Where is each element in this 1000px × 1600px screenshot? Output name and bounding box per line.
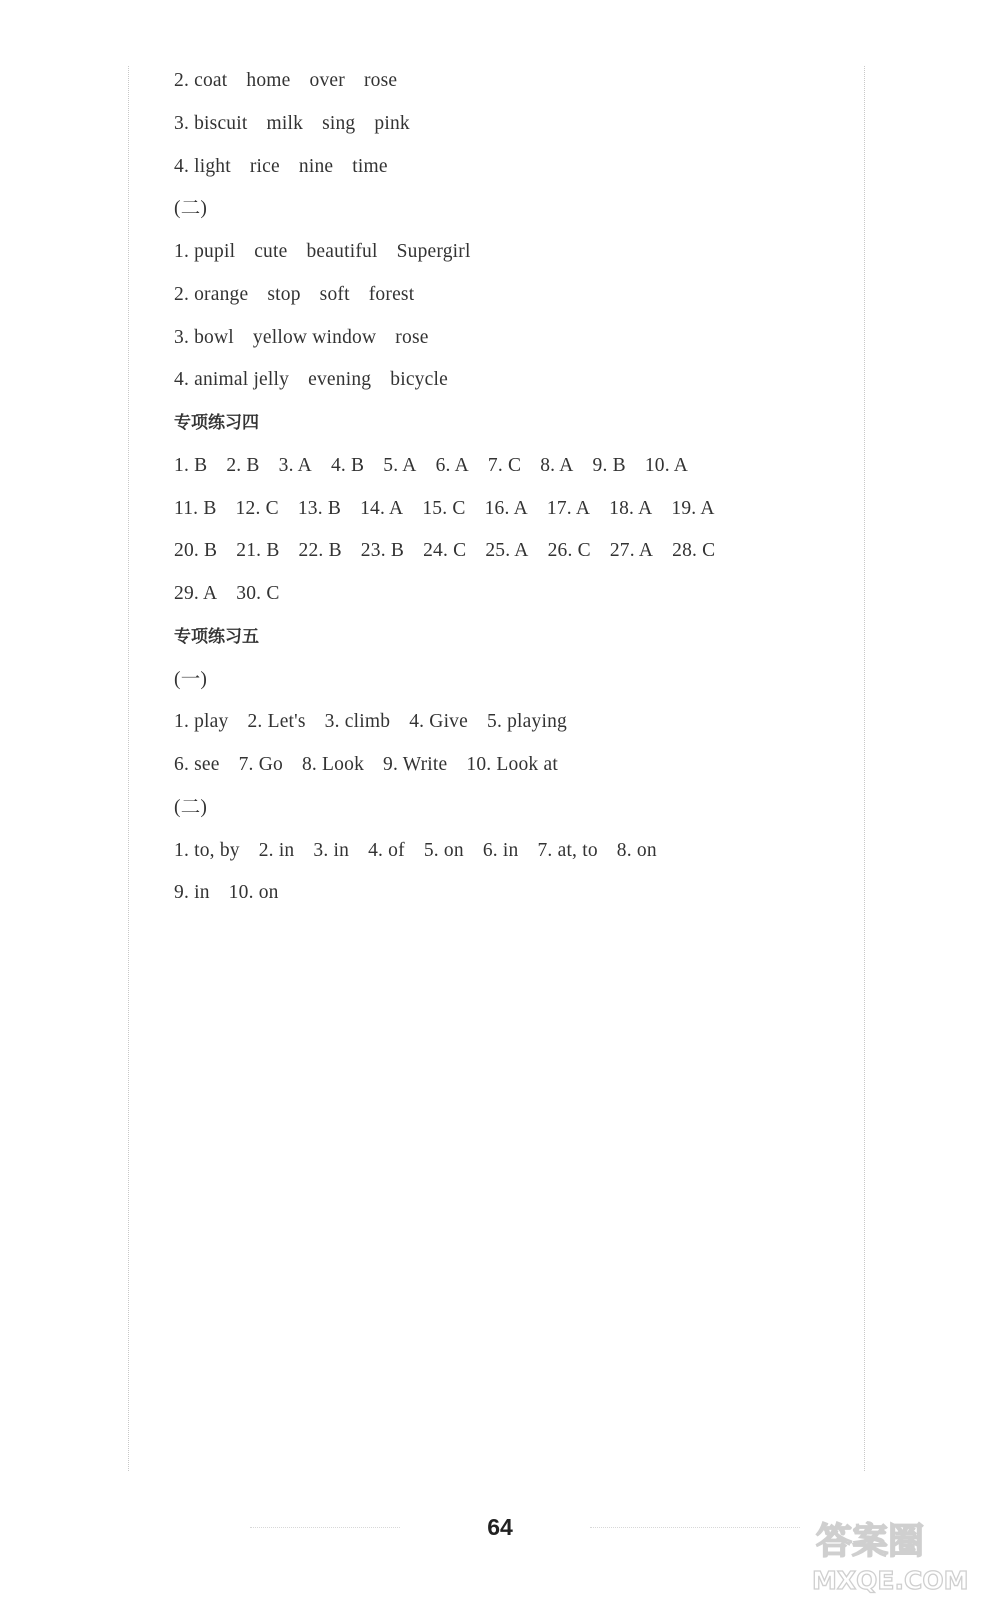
- answer-item: rose: [363, 70, 398, 91]
- answer-item: beautiful: [306, 241, 378, 262]
- answer-line: [174, 60, 844, 103]
- page-number: 64: [487, 1514, 513, 1540]
- answer-item: 10. on: [228, 882, 279, 904]
- left-margin-line: [128, 66, 129, 1471]
- answer-line: [174, 830, 844, 873]
- answer-item: 2. in: [258, 839, 295, 861]
- answer-item: 13. B: [297, 497, 342, 519]
- answer-item: 3. biscuit: [174, 112, 248, 134]
- answer-item: forest: [368, 283, 415, 305]
- watermark-logo: [808, 1497, 988, 1597]
- answer-item: 6. in: [482, 839, 519, 861]
- answer-item: 3. A: [278, 454, 312, 476]
- answer-item: time: [352, 155, 388, 177]
- answer-item: 4. of: [368, 839, 405, 861]
- answer-item: 9. B: [592, 454, 626, 476]
- answer-item: 5. playing: [487, 711, 567, 733]
- answer-item: 29. A: [174, 583, 218, 604]
- section-heading: 专项练习五: [174, 626, 259, 647]
- answer-item: 28. C: [672, 540, 716, 562]
- answer-item: 5. A: [383, 454, 417, 476]
- answer-line: [174, 359, 844, 402]
- answer-item: 10. Look at: [466, 754, 558, 775]
- answer-item: 12. C: [235, 497, 279, 519]
- answer-item: rice: [249, 155, 280, 177]
- answer-item: 3. in: [313, 839, 350, 861]
- answer-line: [174, 103, 844, 146]
- answer-item: 4. light: [174, 155, 231, 177]
- answer-item: 30. C: [236, 583, 280, 604]
- answer-item: bicycle: [390, 369, 448, 391]
- answer-item: 18. A: [609, 497, 653, 519]
- answer-item: stop: [267, 283, 301, 305]
- answer-content: [174, 60, 844, 915]
- answer-item: soft: [319, 283, 350, 305]
- answer-line: [174, 744, 844, 787]
- answer-item: 19. A: [671, 497, 715, 519]
- answer-item: 15. C: [422, 497, 466, 519]
- answer-item: 24. C: [423, 540, 467, 562]
- watermark-text-main: 答案圈: [816, 1521, 925, 1562]
- answer-item: 9. in: [174, 882, 210, 904]
- answer-item: pink: [374, 112, 410, 134]
- answer-item: 7. C: [487, 454, 522, 476]
- answer-item: Supergirl: [396, 241, 471, 262]
- subsection-label: (二): [174, 796, 208, 818]
- section-heading: 专项练习四: [174, 413, 259, 433]
- answer-item: 20. B: [174, 540, 218, 562]
- answer-item: 4. animal jelly: [174, 369, 290, 391]
- answer-item: 2. coat: [174, 70, 228, 91]
- answer-line: [174, 872, 844, 915]
- answer-item: 9. Write: [383, 754, 448, 775]
- answer-item: home: [246, 70, 291, 91]
- answer-item: 6. A: [435, 454, 469, 476]
- answer-item: 2. Let's: [247, 711, 306, 733]
- answer-line: [174, 274, 844, 317]
- answer-item: 25. A: [485, 540, 529, 562]
- answer-item: 6. see: [174, 754, 220, 775]
- answer-line: [174, 701, 844, 744]
- answer-item: milk: [266, 112, 304, 134]
- answer-item: 27. A: [609, 540, 654, 562]
- subsection-label: (一): [174, 668, 208, 690]
- answer-line: [174, 146, 844, 189]
- answer-item: 3. climb: [324, 711, 391, 733]
- answer-item: 8. Look: [301, 754, 365, 775]
- answer-item: 1. to, by: [174, 839, 240, 861]
- answer-item: 5. on: [423, 839, 464, 861]
- answer-item: 8. A: [540, 454, 574, 476]
- answer-item: 4. B: [330, 454, 365, 476]
- answer-item: 1. B: [174, 454, 208, 476]
- answer-line: [174, 530, 844, 573]
- answer-item: 21. B: [236, 540, 280, 562]
- answer-item: 2. orange: [174, 283, 249, 305]
- answer-line: [174, 488, 844, 531]
- answer-item: sing: [322, 112, 356, 134]
- answer-item: 4. Give: [409, 711, 468, 733]
- answer-item: 22. B: [298, 540, 342, 562]
- answer-item: 7. at, to: [537, 839, 598, 861]
- answer-item: 8. on: [616, 839, 657, 861]
- answer-item: 2. B: [226, 454, 260, 476]
- answer-item: 3. bowl: [174, 326, 234, 348]
- answer-line: [174, 573, 844, 616]
- subsection-label: (二): [174, 198, 208, 220]
- answer-item: 16. A: [484, 497, 528, 519]
- answer-line: [174, 317, 844, 360]
- answer-item: 11. B: [174, 497, 217, 519]
- answer-item: 1. play: [174, 711, 229, 733]
- answer-item: evening: [308, 369, 372, 391]
- answer-item: 7. Go: [238, 754, 283, 775]
- answer-item: rose: [395, 326, 429, 348]
- answer-item: over: [309, 70, 345, 91]
- answer-item: 10. A: [644, 454, 689, 476]
- answer-item: 26. C: [547, 540, 591, 562]
- answer-item: 17. A: [546, 497, 591, 519]
- watermark-text-url: MXQE.COM: [812, 1566, 969, 1595]
- answer-item: yellow window: [252, 326, 377, 348]
- answer-item: 14. A: [360, 497, 404, 519]
- answer-item: 1. pupil: [174, 241, 236, 262]
- answer-line: [174, 445, 844, 488]
- answer-item: nine: [298, 155, 334, 177]
- right-margin-line: [864, 66, 865, 1471]
- answer-item: 23. B: [360, 540, 405, 562]
- answer-item: cute: [254, 241, 288, 262]
- answer-line: [174, 231, 844, 274]
